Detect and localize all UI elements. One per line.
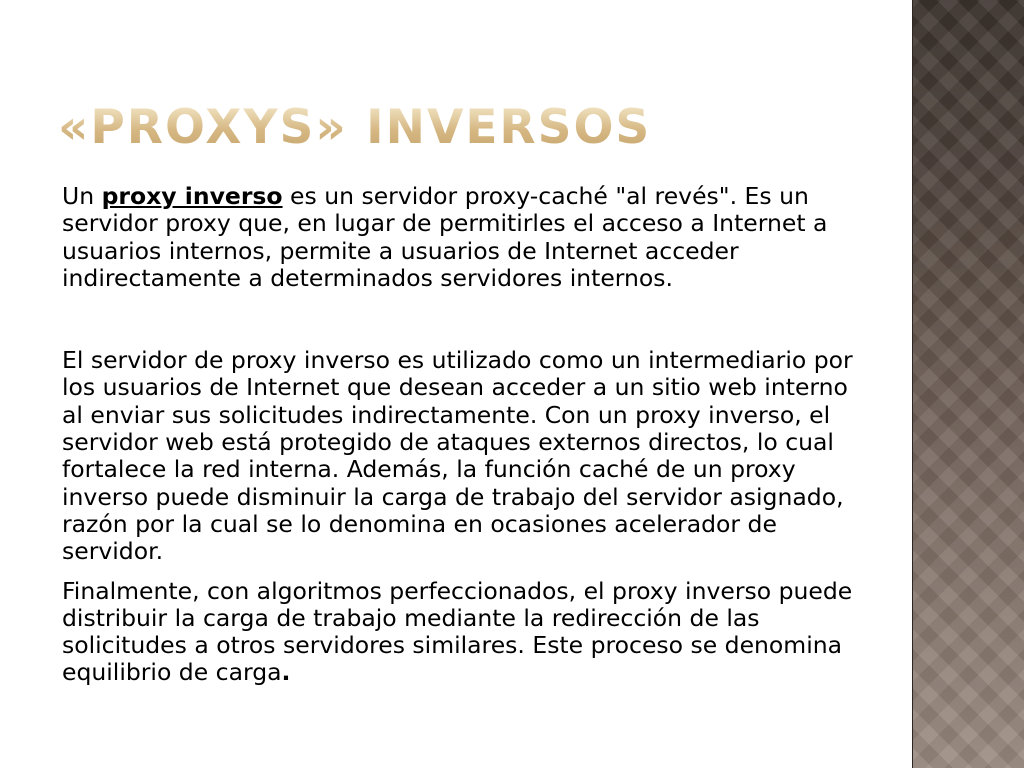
slide-body	[62, 183, 862, 687]
proxy-inverso-link[interactable]: proxy inverso	[101, 182, 283, 210]
paragraph-definition	[62, 183, 862, 292]
paragraph-definition-text: es un servidor proxy-caché "al revés". Es un servidor proxy que, en lugar de permitirles el acceso a Internet a usuarios internos, permite a usuarios de Internet acceder indirectamente a determinados servidores internos.	[62, 182, 828, 292]
paragraph-usage: El servidor de proxy inverso es utilizado como un intermediario por los usuarios de Internet que desean acceder a un sitio web interno al enviar sus solicitudes indirectamente. Con un proxy inverso, el servidor web está protegido de ataques externos directos, lo cual fortalece la red interna. Además, la función caché de un proxy inverso puede disminuir la carga de trabajo del servidor asignado, razón por la cual se lo denomina en ocasiones acelerador de servidor.	[62, 346, 853, 566]
decorative-side-strip	[912, 0, 1024, 768]
paragraph-load-balancing-text: Finalmente, con algoritmos perfeccionados, el proxy inverso puede distribuir la carga de trabajo mediante la redirección de las solicitudes a otros servidores similares. Este proceso se denomina equilibrio de carga	[62, 576, 853, 687]
paragraph-load-balancing	[62, 578, 862, 687]
slide-title: «PROXYS» INVERSOS	[58, 104, 858, 151]
paragraph-end-mark: .	[281, 658, 291, 687]
paragraph-definition-prefix: Un	[62, 182, 102, 210]
